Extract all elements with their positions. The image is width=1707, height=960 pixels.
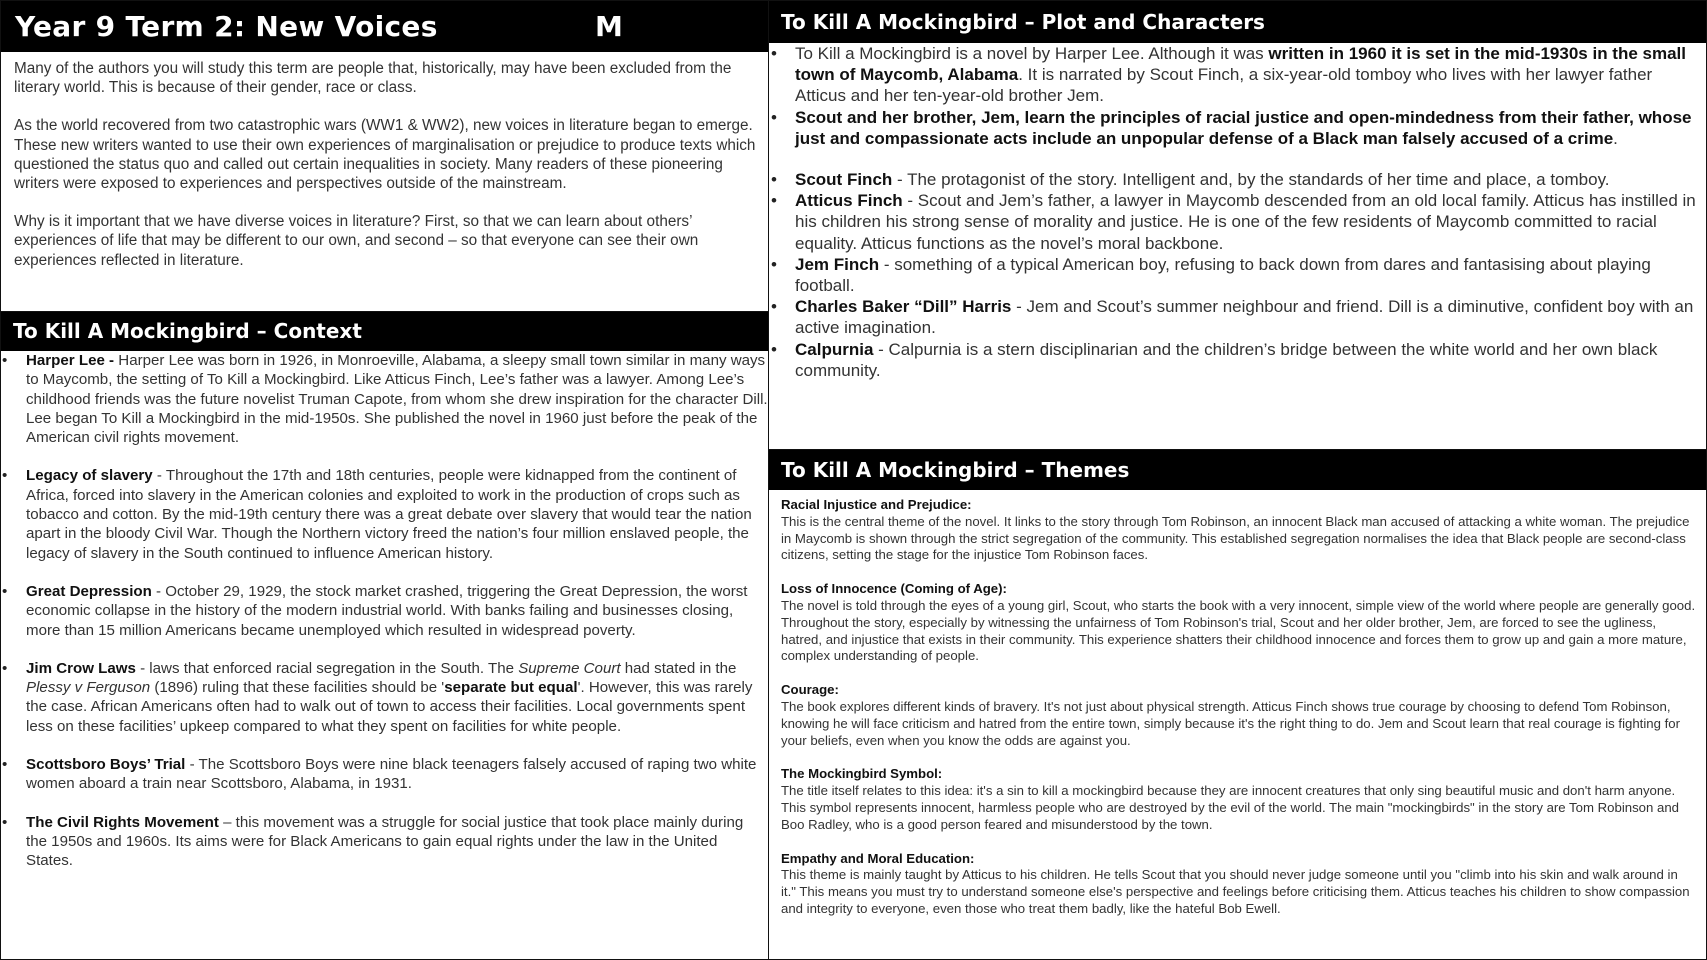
context-term: Great Depression: [26, 582, 152, 600]
context-item: [1, 466, 768, 562]
context-text: - Throughout the 17th and 18th centuries, people were kidnapped from the continent of Africa, forced into slavery in the American colonies and exploited to work in the production of crops such as tobacco and cotton. By the mid-19th century there was a great debate over slavery that would tear the nation apart in the bloody Civil War. Though the Northern victory freed the nation’s four million enslaved people, the legacy of slavery in the South continued to influence American history.: [26, 467, 752, 562]
plot-text: .: [1613, 128, 1618, 148]
plot-header: To Kill A Mockingbird – Plot and Characters: [769, 1, 1706, 43]
context-text: – this movement was a struggle for social justice that took place mainly during the 1950s and 1960s. Its aims were for Black Americans to gain equal rights under the law in the United States.: [26, 813, 744, 870]
context-panel: [0, 311, 769, 960]
context-item: [1, 582, 768, 640]
character-item: [769, 296, 1706, 338]
context-text: - laws that enforced racial segregation in the South. The: [135, 659, 519, 677]
context-italic: Plessy v Ferguson: [26, 679, 151, 697]
context-list: [1, 351, 768, 871]
theme-block: [781, 851, 1696, 918]
theme-heading: Loss of Innocence (Coming of Age):: [781, 581, 1007, 597]
context-bold: separate but equal: [444, 679, 578, 697]
theme-block: [781, 682, 1696, 749]
context-term: Legacy of slavery: [26, 467, 153, 485]
character-item: [769, 169, 1706, 190]
character-item: [769, 339, 1706, 381]
intro-header: [1, 1, 768, 52]
context-term: Jim Crow Laws: [26, 659, 136, 677]
theme-block: [781, 497, 1696, 564]
context-text: (1896) ruling that these facilities should be ': [150, 679, 445, 697]
theme-text: The novel is told through the eyes of a young girl, Scout, who starts the book with a very innocent, simple view of the world where people are generally good. Throughout the story, especially by witnessing the unfairness of Tom Robinson's trial, Scout and her older brother, Jem, are forced to see the ugliness, hatred, and injustice that exists in their community. This experience shatters their childhood innocence and forces them to grow up and gain a more mature, complex understanding of people.: [781, 597, 1696, 664]
character-text: - Jem and Scout’s summer neighbour and friend. Dill is a diminutive, confident boy with an active imagination.: [795, 297, 1694, 338]
themes-header: To Kill A Mockingbird – Themes: [769, 450, 1706, 490]
intro-paragraph: As the world recovered from two catastrophic wars (WW1 & WW2), new voices in literature began to emerge. These new writers wanted to use their own experiences of marginalisation or prejudice to produce texts which questioned the status quo and called out certain inequalities in society. Many readers of these pioneering writers were exposed to experiences and perspectives outside of the mainstream.: [14, 117, 756, 193]
title-mark: M: [595, 10, 624, 43]
plot-panel: [768, 0, 1707, 450]
character-text: - Calpurnia is a stern disciplinarian and the children’s bridge between the white world and her own black community.: [795, 339, 1658, 380]
character-text: - something of a typical American boy, refusing to back down from dares and fantasising about playing football.: [795, 254, 1651, 296]
intro-body: [1, 52, 768, 270]
plot-list: [769, 43, 1706, 381]
intro-paragraph: Why is it important that we have diverse voices in literature? First, so that we can learn about others’ experiences of life that may be different to our own, and second – so that everyone can see their own experiences reflected in literature.: [14, 213, 699, 269]
theme-heading: The Mockingbird Symbol:: [781, 766, 943, 782]
context-italic: Supreme Court: [518, 659, 621, 677]
character-text: - Scout and Jem’s father, a lawyer in Maycomb descended from an old local family. Atticus has instilled in his children his strong sense of morality and justice. He is one of the few residents of Maycomb committed to racial equality. Atticus functions as the novel’s moral backbone.: [795, 191, 1696, 253]
context-text: - October 29, 1929, the stock market crashed, triggering the Great Depression, the worst economic collapse in the history of the modern industrial world. With banks failing and businesses closing, more than 15 million Americans became unemployed which resulted in widespread poverty.: [26, 582, 748, 639]
character-name: Charles Baker “Dill” Harris: [795, 297, 1012, 317]
plot-summary-item: [769, 43, 1706, 107]
context-text: '. However, this was rarely the case. African Americans often had to walk out of town to access their facilities. Local governments spent less on these facilities’ upkeep compared to what they spent on facilities for white people.: [26, 679, 753, 735]
theme-text: The book explores different kinds of bravery. It's not just about physical strength. Atticus Finch shows true courage by choosing to defend Tom Robinson, knowing he will face criticism and hatred from the entire town, simply because it's the right thing to do. Jem and Scout learn that real courage is fighting for your beliefs, even when you know the odds are against you.: [781, 698, 1680, 748]
themes-body: [769, 490, 1706, 918]
character-item: [769, 190, 1706, 254]
theme-text: This theme is mainly taught by Atticus to his children. He tells Scout that you should never judge someone until you "climb into his skin and walk around in it." This means you must try to understand someone else's perspective and feelings before criticising them. Atticus teaches his children to show compassion and integrity to everyone, even those who treat them badly, like the hateful Bob Ewell.: [781, 867, 1690, 916]
plot-bold: Scout and her brother, Jem, learn the principles of racial justice and open-mindedness from their father, whose just and compassionate acts include an unpopular defense of a Black man falsely accused of a crime: [795, 107, 1692, 148]
context-header: To Kill A Mockingbird – Context: [1, 312, 768, 351]
theme-text: This is the central theme of the novel. It links to the story through Tom Robinson, an innocent Black man accused of attacking a white woman. The prejudice in Maycomb is shown through the strict segregation of the community. This established segregation normalises the idea that Black people are second-class citizens, setting the stage for the injustice Tom Robinson faces.: [781, 513, 1690, 563]
context-item: [1, 813, 768, 871]
plot-bold: written in 1960 it is set in the mid-1930s in the small town of Maycomb, Alabama: [795, 44, 1687, 85]
theme-heading: Empathy and Moral Education:: [781, 850, 975, 866]
character-name: Scout Finch: [795, 170, 893, 190]
theme-heading: Racial Injustice and Prejudice:: [781, 497, 972, 512]
plot-text: To Kill a Mockingbird is a novel by Harper Lee. Although it was: [795, 44, 1269, 63]
plot-summary-item: [769, 107, 1706, 149]
context-item: [1, 351, 768, 447]
context-text: Harper Lee was born in 1926, in Monroeville, Alabama, a sleepy small town similar in many ways to Maycomb, the setting of To Kill a Mockingbird. Like Atticus Finch, Lee’s father was a lawyer. Among Lee’s childhood friends was the future novelist Truman Capote, from whom she drew inspiration for the character Dill. Lee began To Kill a Mockingbird in the mid-1950s. She published the novel in 1960 just before the peak of the American civil rights movement.: [26, 352, 768, 447]
context-term: Scottsboro Boys’ Trial: [26, 756, 186, 774]
intro-panel: [0, 0, 769, 312]
context-term: Harper Lee -: [26, 352, 115, 369]
plot-text: . It is narrated by Scout Finch, a six-year-old tomboy who lives with her lawyer father Atticus and her ten-year-old brother Jem.: [795, 65, 1653, 106]
context-item: [1, 659, 768, 736]
themes-panel: [768, 449, 1707, 960]
character-text: - The protagonist of the story. Intelligent and, by the standards of her time and place, a tomboy.: [892, 170, 1610, 190]
theme-block: [781, 581, 1696, 665]
intro-paragraph: Many of the authors you will study this term are people that, historically, may have been excluded from the literary world. This is because of their gender, race or class.: [14, 60, 732, 97]
context-term: The Civil Rights Movement: [26, 813, 219, 831]
theme-block: [781, 766, 1696, 833]
context-item: [1, 755, 768, 794]
page-title: Year 9 Term 2: New Voices: [15, 10, 438, 43]
context-text: - The Scottsboro Boys were nine black teenagers falsely accused of raping two white women aboard a train near Scottsboro, Alabama, in 1931.: [26, 756, 757, 793]
theme-heading: Courage:: [781, 682, 839, 698]
theme-text: The title itself relates to this idea: it's a sin to kill a mockingbird because they are innocent creatures that only sing beautiful music and don't harm anyone. This symbol represents innocent, harmless people who are destroyed by the evil of the world. The main "mockingbirds" in the story are Tom Robinson and Boo Radley, who is a good person feared and misunderstood by the town.: [781, 783, 1680, 832]
character-name: Calpurnia: [795, 339, 874, 359]
character-name: Jem Finch: [795, 254, 880, 274]
character-name: Atticus Finch: [795, 191, 903, 211]
character-item: [769, 254, 1706, 296]
context-text: had stated in the: [620, 659, 737, 677]
